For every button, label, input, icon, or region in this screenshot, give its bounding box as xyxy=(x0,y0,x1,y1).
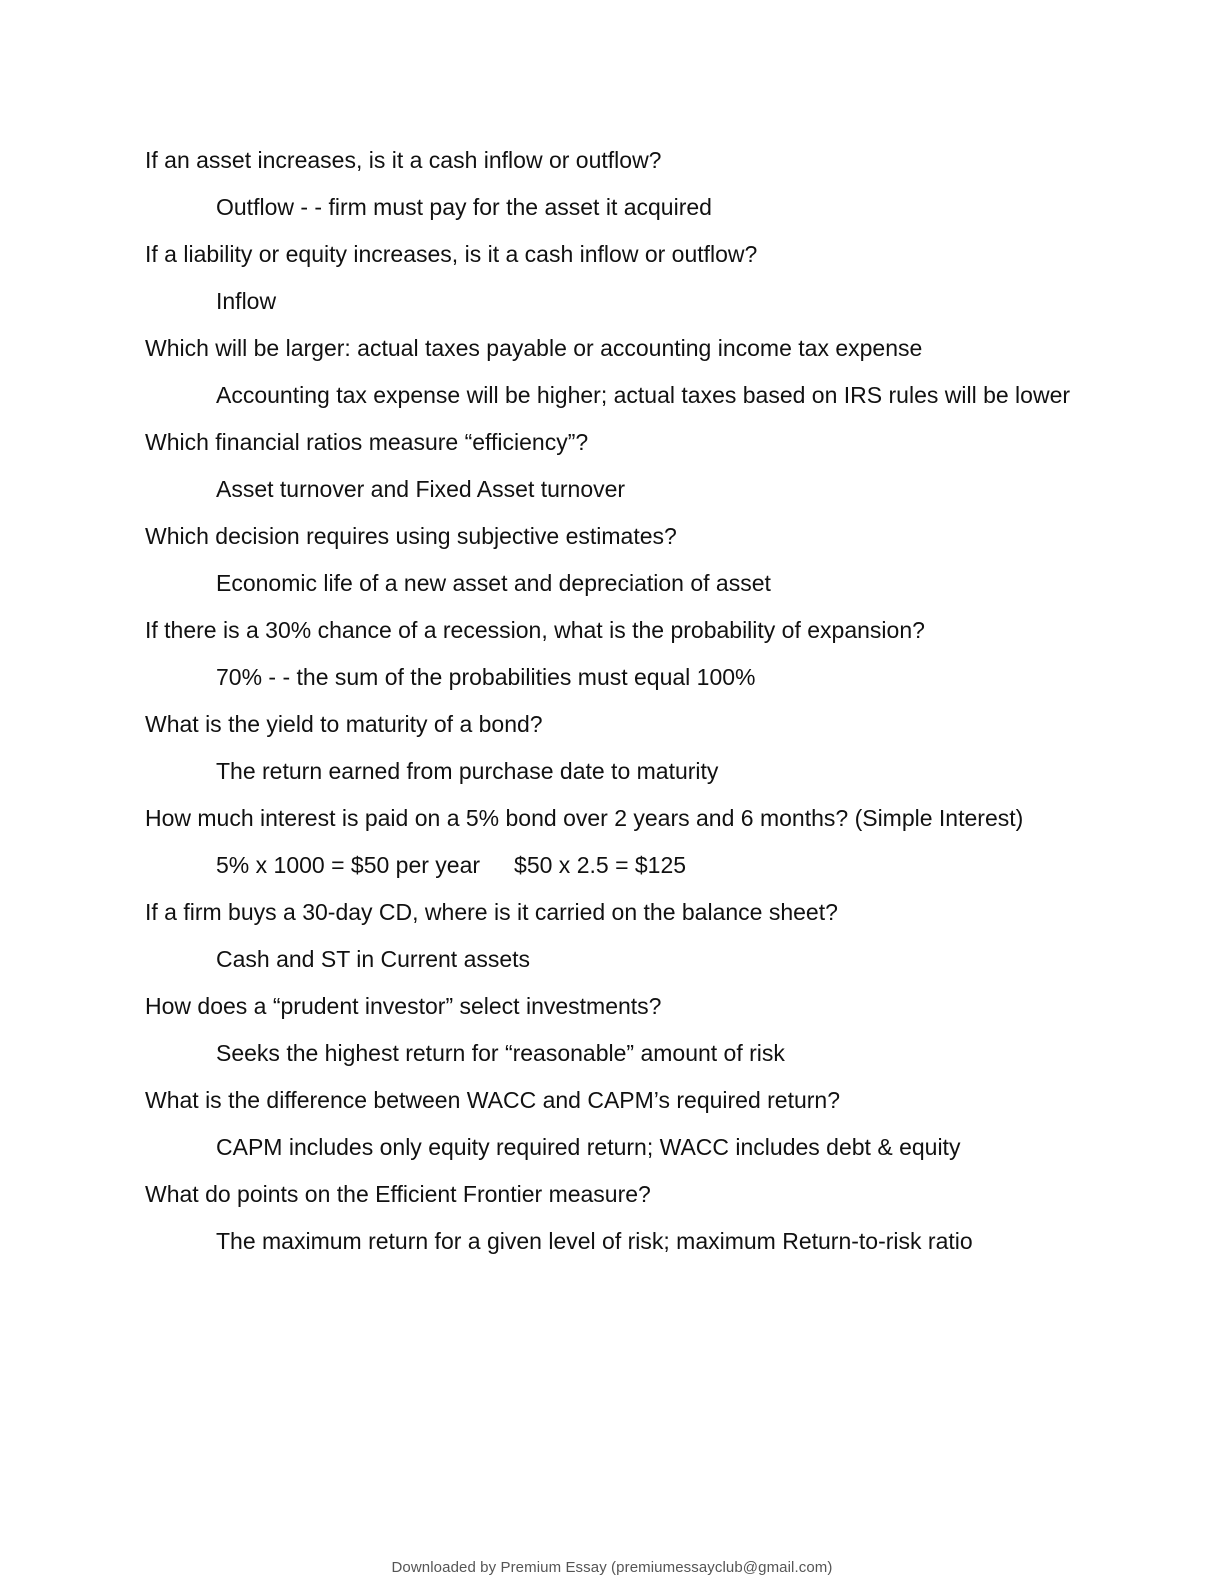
question-text: Which decision requires using subjective estimates? xyxy=(145,523,677,549)
answer-text: 70% - - the sum of the probabilities must equal 100% xyxy=(216,664,756,690)
question-text: What is the difference between WACC and CAPM’s required return? xyxy=(145,1087,841,1113)
qa-item xyxy=(145,1084,1080,1163)
answer-text: Economic life of a new asset and depreciation of asset xyxy=(216,570,771,596)
qa-item xyxy=(145,990,1080,1069)
answer-text: Accounting tax expense will be higher; actual taxes based on IRS rules will be lower xyxy=(216,382,1071,408)
answer-text: The return earned from purchase date to maturity xyxy=(216,758,719,784)
qa-item xyxy=(145,708,1080,787)
question-text: If an asset increases, is it a cash inflow or outflow? xyxy=(145,147,662,173)
download-footer: Downloaded by Premium Essay (premiumessayclub@gmail.com) xyxy=(391,1559,833,1576)
answer-text xyxy=(216,849,1080,881)
qa-list xyxy=(145,144,1080,1272)
qa-item xyxy=(145,520,1080,599)
question-text: Which will be larger: actual taxes payable or accounting income tax expense xyxy=(145,335,923,361)
answer-part-result: $50 x 2.5 = $125 xyxy=(514,852,687,878)
answer-text: Seeks the highest return for “reasonable” amount of risk xyxy=(216,1040,785,1066)
answer-text: The maximum return for a given level of risk; maximum Return-to-risk ratio xyxy=(216,1228,973,1254)
question-text: How much interest is paid on a 5% bond over 2 years and 6 months? (Simple Interest) xyxy=(145,805,1024,831)
qa-item xyxy=(145,426,1080,505)
qa-item xyxy=(145,1178,1080,1257)
question-text: How does a “prudent investor” select investments? xyxy=(145,993,662,1019)
qa-item xyxy=(145,802,1080,881)
qa-item xyxy=(145,144,1080,223)
question-text: If there is a 30% chance of a recession, what is the probability of expansion? xyxy=(145,617,925,643)
answer-text: Outflow - - firm must pay for the asset it acquired xyxy=(216,194,712,220)
qa-item xyxy=(145,614,1080,693)
question-text: Which financial ratios measure “efficiency”? xyxy=(145,429,589,455)
qa-item xyxy=(145,332,1080,411)
question-text: If a firm buys a 30-day CD, where is it carried on the balance sheet? xyxy=(145,899,838,925)
answer-text: Inflow xyxy=(216,288,277,314)
answer-text: Cash and ST in Current assets xyxy=(216,946,531,972)
qa-item xyxy=(145,896,1080,975)
answer-part-calc: 5% x 1000 = $50 per year xyxy=(216,852,481,878)
qa-item xyxy=(145,238,1080,317)
question-text: What do points on the Efficient Frontier measure? xyxy=(145,1181,651,1207)
answer-text: Asset turnover and Fixed Asset turnover xyxy=(216,476,626,502)
question-text: What is the yield to maturity of a bond? xyxy=(145,711,543,737)
question-text: If a liability or equity increases, is it a cash inflow or outflow? xyxy=(145,241,758,267)
answer-text: CAPM includes only equity required return; WACC includes debt & equity xyxy=(216,1134,961,1160)
